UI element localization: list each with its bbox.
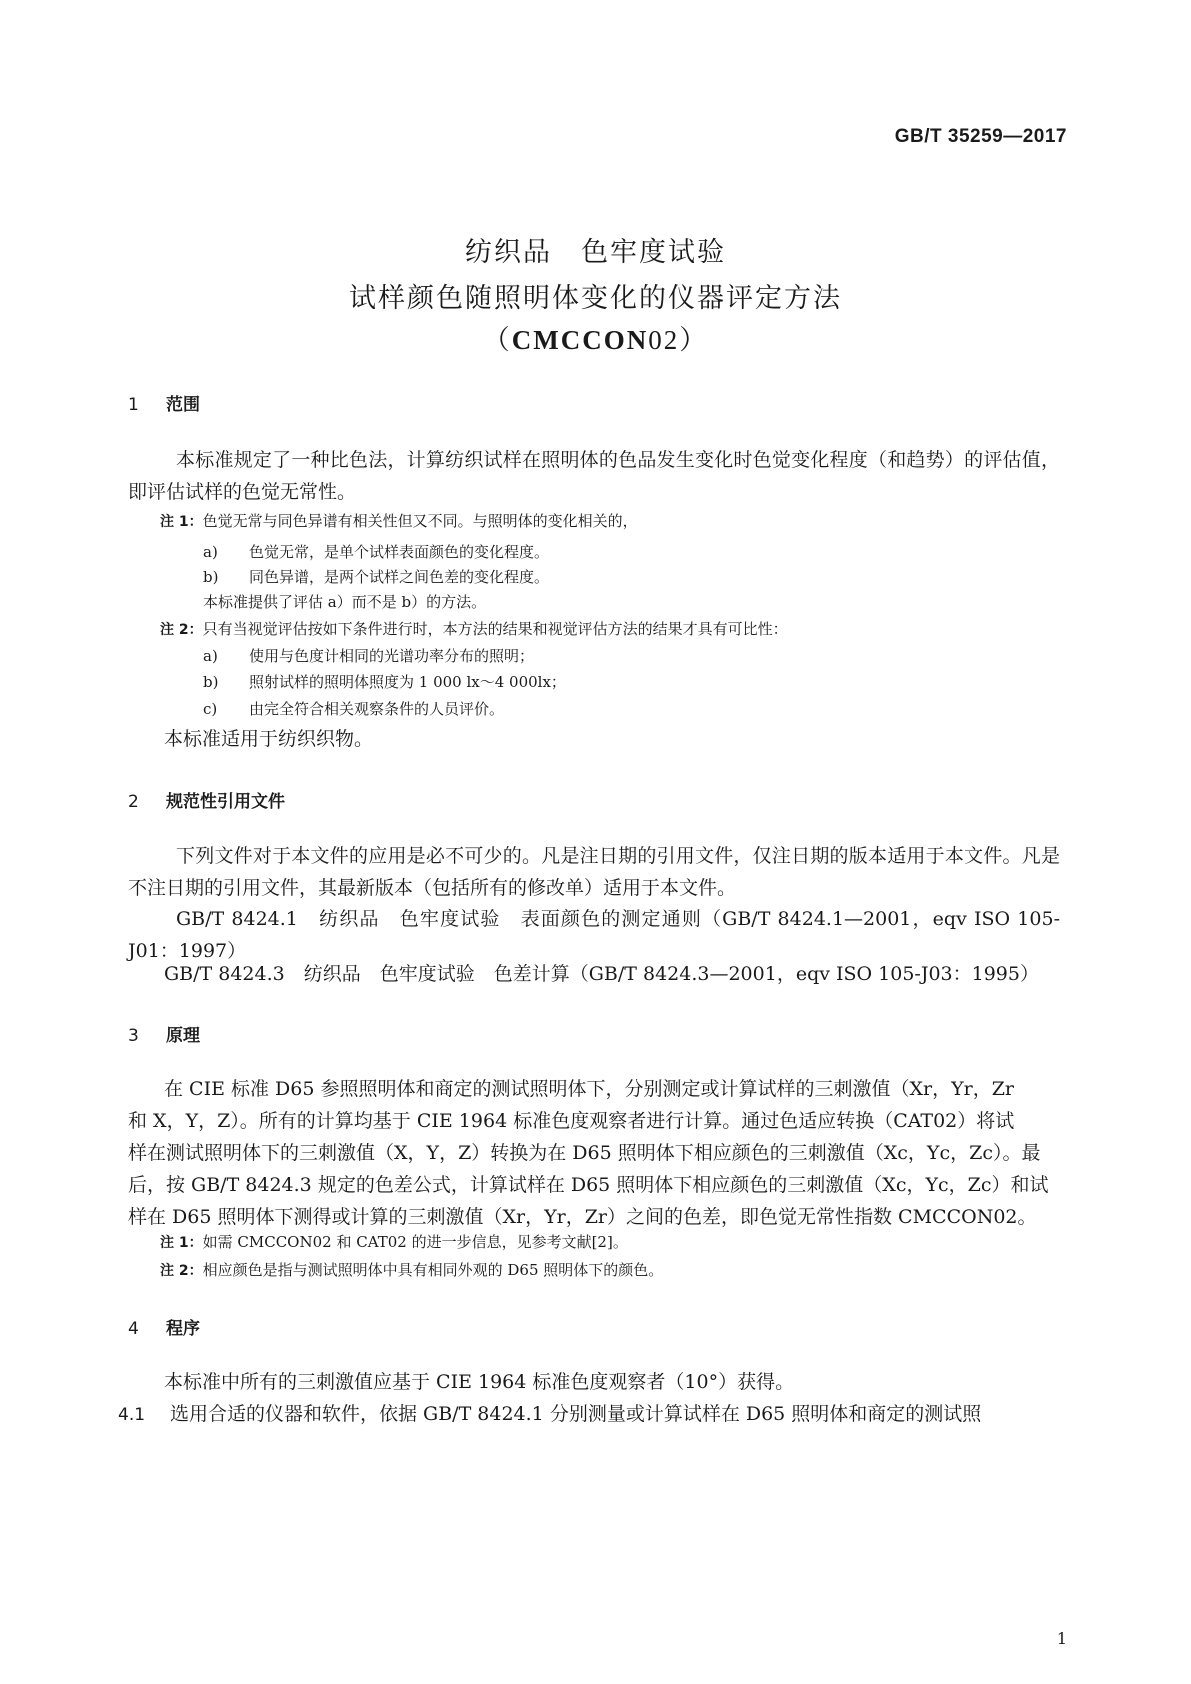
note-text: 相应颜色是指与测试照明体中具有相同外观的 D65 照明体下的颜色。 <box>202 1261 664 1279</box>
scope-note-2-b <box>203 671 566 692</box>
principle-line-3: 样在测试照明体下的三刺激值（X，Y，Z）转换为在 D65 照明体下相应颜色的三刺激值（Xc，Yc，Zc）。最 <box>128 1142 1041 1164</box>
section-number: 4 <box>128 1319 139 1339</box>
standard-code: GB/T 35259—2017 <box>894 126 1067 147</box>
item-label: b) <box>203 568 219 586</box>
section-title: 程序 <box>166 1319 200 1339</box>
item-label: a) <box>203 647 218 665</box>
principle-line-4: 后，按 GB/T 8424.3 规定的色差公式，计算试样在 D65 照明体下相应颜色的三刺激值（Xc，Yc，Zc）和试 <box>128 1174 1049 1196</box>
title-line-3 <box>0 318 1191 357</box>
scope-note-1-a <box>203 541 549 562</box>
section-title: 范围 <box>166 395 200 415</box>
scope-note-1-b <box>203 566 549 587</box>
note-text: 只有当视觉评估按如下条件进行时，本方法的结果和视觉评估方法的结果才具有可比性： <box>202 620 788 638</box>
note-text: 如需 CMCCON02 和 CAT02 的进一步信息，见参考文献[2]。 <box>202 1233 628 1251</box>
principle-line-1: 在 CIE 标准 D65 参照照明体和商定的测试照明体下，分别测定或计算试样的三刺激值（Xr，Yr，Zr <box>164 1078 1015 1100</box>
item-text: 同色异谱，是两个试样之间色差的变化程度。 <box>249 568 550 586</box>
note-label: 注 2： <box>160 622 203 638</box>
section-1-heading <box>128 390 200 415</box>
scope-note-2-a <box>203 645 534 666</box>
clause-4-1 <box>118 1399 981 1426</box>
item-label: a) <box>203 543 218 561</box>
title-bold: CMCCON <box>511 325 649 355</box>
note-label: 注 2： <box>160 1263 203 1279</box>
title-paren-open: （ <box>482 325 512 355</box>
section-2-heading <box>128 787 285 812</box>
scope-note-2-c <box>203 698 504 719</box>
section-number: 1 <box>128 395 139 415</box>
scope-note-2 <box>160 618 788 639</box>
note-label: 注 1： <box>160 514 203 530</box>
principle-note-2 <box>160 1259 663 1280</box>
scope-applicability: 本标准适用于纺织织物。 <box>164 728 374 750</box>
clause-text: 选用合适的仪器和软件，依据 GB/T 8424.1 分别测量或计算试样在 D65 照明体和商定的测试照 <box>170 1403 982 1425</box>
clause-number: 4.1 <box>118 1405 146 1425</box>
principle-line-5: 样在 D65 照明体下测得或计算的三刺激值（Xr，Yr，Zr）之间的色差，即色觉无常性指数 CMCCON02。 <box>128 1206 1037 1228</box>
item-text: 色觉无常，是单个试样表面颜色的变化程度。 <box>249 543 550 561</box>
principle-note-1 <box>160 1231 628 1252</box>
scope-note-1 <box>160 510 638 531</box>
section-number: 3 <box>128 1026 139 1046</box>
item-label: c) <box>203 700 218 718</box>
scope-note-1-end: 本标准提供了评估 a）而不是 b）的方法。 <box>203 593 487 611</box>
page-number: 1 <box>1056 1629 1067 1648</box>
section-3-heading <box>128 1021 200 1046</box>
item-label: b) <box>203 673 219 691</box>
section-title: 规范性引用文件 <box>166 792 285 812</box>
note-text: 色觉无常与同色异谱有相关性但又不同。与照明体的变化相关的， <box>202 512 638 530</box>
reference-gbt-8424-3: GB/T 8424.3 纺织品 色牢度试验 色差计算（GB/T 8424.3—2001，eqv ISO 105-J03：1995） <box>164 963 1039 985</box>
item-text: 由完全符合相关观察条件的人员评价。 <box>249 700 505 718</box>
item-text: 使用与色度计相同的光谱功率分布的照明； <box>249 647 535 665</box>
principle-line-2: 和 X，Y，Z）。所有的计算均基于 CIE 1964 标准色度观察者进行计算。通过色适应转换（CAT02）将试 <box>128 1110 1015 1132</box>
section-title: 原理 <box>166 1026 200 1046</box>
title-line-1: 纺织品 色牢度试验 <box>465 237 726 268</box>
references-paragraph: 下列文件对于本文件的应用是必不可少的。凡是注日期的引用文件，仅注日期的版本适用于本文件。凡是不注日期的引用文件，其最新版本（包括所有的修改单）适用于本文件。 <box>128 845 1060 899</box>
section-4-heading <box>128 1314 200 1339</box>
item-text: 照射试样的照明体照度为 1 000 lx～4 000lx； <box>249 673 566 691</box>
scope-paragraph: 本标准规定了一种比色法，计算纺织试样在照明体的色品发生变化时色觉变化程度（和趋势）的评估值，即评估试样的色觉无常性。 <box>128 449 1060 503</box>
title-tail: 02） <box>648 325 709 355</box>
reference-gbt-8424-1: GB/T 8424.1 纺织品 色牢度试验 表面颜色的测定通则（GB/T 8424.1—2001，eqv ISO 105-J01：1997） <box>128 908 1060 962</box>
procedure-paragraph: 本标准中所有的三刺激值应基于 CIE 1964 标准色度观察者（10°）获得。 <box>164 1371 795 1393</box>
section-number: 2 <box>128 792 139 812</box>
note-label: 注 1： <box>160 1235 203 1251</box>
title-line-2: 试样颜色随照明体变化的仪器评定方法 <box>349 283 842 314</box>
